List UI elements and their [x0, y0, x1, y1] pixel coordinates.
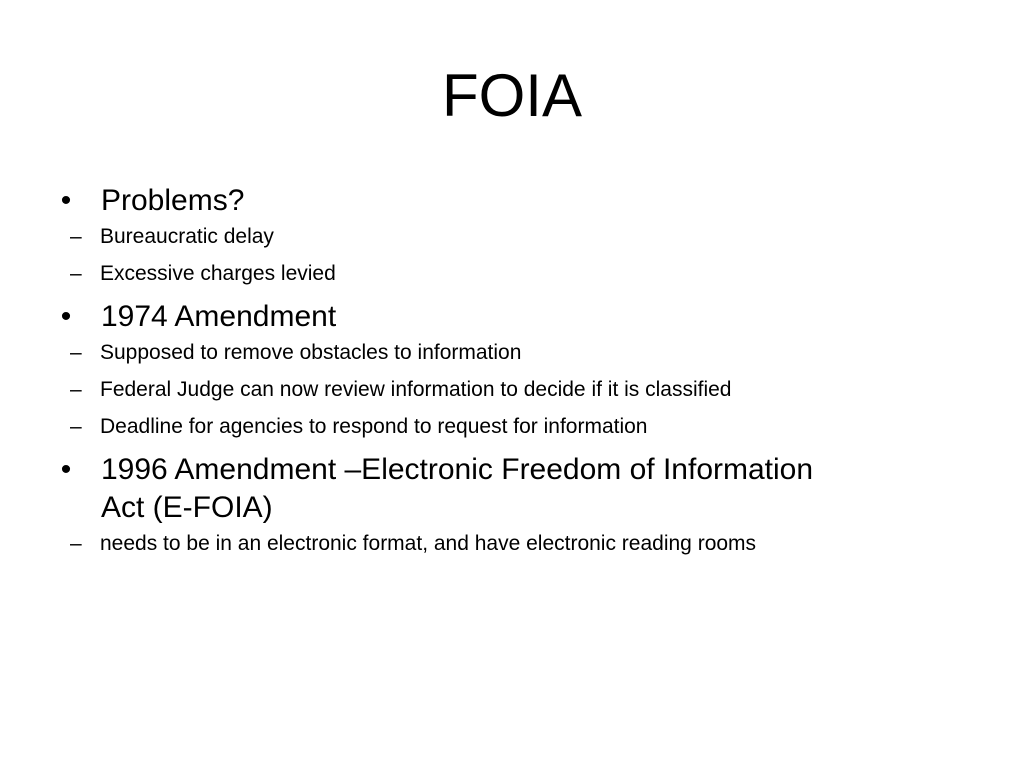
sub-bullet [56, 531, 956, 557]
sub-bullet [56, 261, 956, 287]
dash-icon: – [70, 262, 82, 285]
sub-bullet [56, 224, 956, 250]
dash-icon: – [70, 378, 82, 401]
sub-bullet [56, 414, 956, 440]
sub-list-1974 [56, 340, 956, 440]
sub-list-container [56, 224, 956, 287]
dash-icon: – [70, 415, 82, 438]
sub-bullet-text: Deadline for agencies to respond to request for information [100, 415, 648, 438]
bullet-text: Problems? [101, 184, 245, 217]
bullet-text-line1: 1996 Amendment –Electronic Freedom of Information [101, 453, 814, 486]
sub-bullet [56, 377, 956, 403]
bullet-text-line2: Act (E-FOIA) [101, 491, 273, 524]
slide-title: FOIA [441, 62, 582, 129]
sub-list-container [56, 531, 956, 557]
dash-icon: – [70, 225, 82, 248]
bullet-problems [56, 182, 956, 220]
sub-bullet-text: Federal Judge can now review information to decide if it is classified [100, 378, 732, 401]
bullet-1974-amendment [56, 298, 956, 336]
sub-bullet-text: Excessive charges levied [100, 262, 336, 285]
dash-icon: – [70, 341, 82, 364]
sub-list-problems [56, 224, 956, 287]
sub-bullet-text: Bureaucratic delay [100, 225, 274, 248]
dash-icon: – [70, 532, 82, 555]
sub-bullet-text: Supposed to remove obstacles to information [100, 341, 522, 364]
bullet-list [56, 182, 956, 568]
sub-list-container [56, 340, 956, 440]
bullet-icon: • [60, 300, 72, 333]
bullet-icon: • [60, 453, 72, 486]
bullet-1996-amendment [56, 451, 956, 527]
sub-bullet [56, 340, 956, 366]
bullet-text: 1974 Amendment [101, 300, 337, 333]
bullet-icon: • [60, 184, 72, 217]
sub-list-1996 [56, 531, 956, 557]
sub-bullet-text: needs to be in an electronic format, and have electronic reading rooms [100, 532, 757, 555]
